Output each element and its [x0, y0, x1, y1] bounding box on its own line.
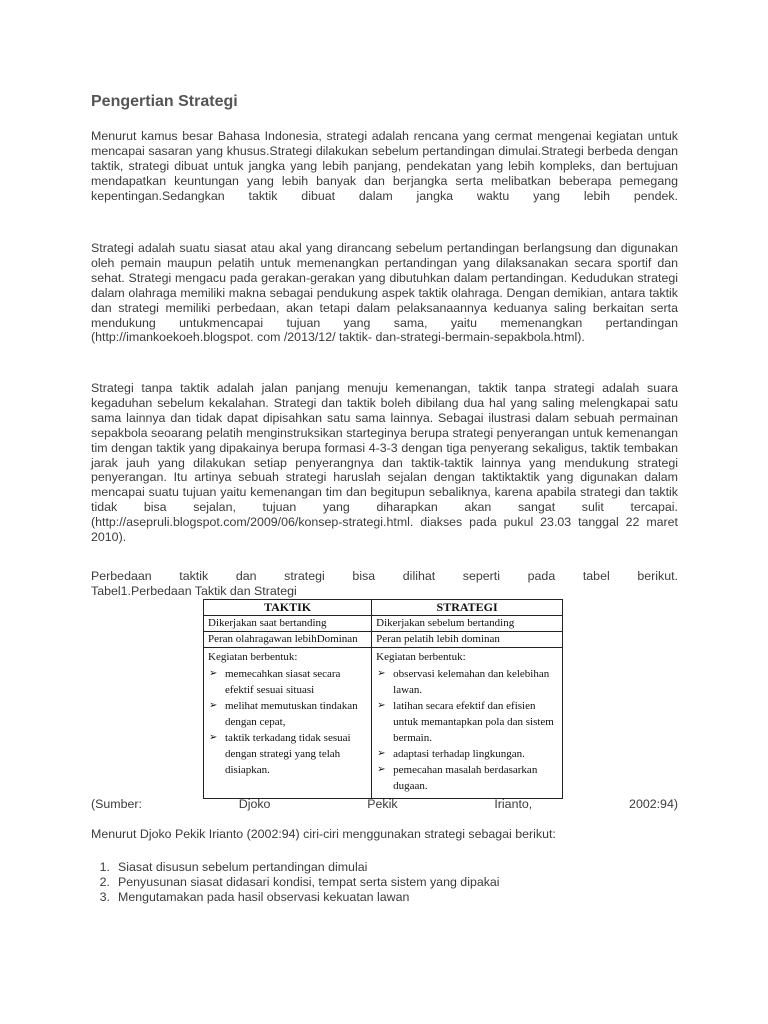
- list-item: [208, 698, 367, 730]
- taktik-activities-cell: [204, 648, 372, 799]
- list-heading: Kegiatan berbentuk:: [208, 651, 298, 663]
- list-item-text: pemecahan masalah berdasarkan dugaan.: [393, 764, 538, 792]
- arrowhead-bullet-icon: ➢: [377, 764, 386, 775]
- taktik-activities-list: [208, 666, 367, 778]
- list-item-text: Siasat disusun sebelum pertandingan dimulai: [118, 860, 368, 874]
- page-title: Pengertian Strategi: [91, 93, 238, 110]
- list-number: 1.: [99, 860, 110, 874]
- arrowhead-bullet-icon: ➢: [377, 700, 386, 711]
- list-item: [208, 666, 367, 698]
- list-item-text: latihan secara efektif dan efisien untuk memantapkan pola dan sistem bermain.: [393, 700, 554, 744]
- source-word: Pekik: [367, 797, 398, 811]
- table-row: [204, 616, 563, 632]
- source-word: Irianto,: [494, 797, 533, 811]
- list-item: [376, 762, 558, 794]
- arrowhead-bullet-icon: ➢: [209, 668, 218, 679]
- arrowhead-bullet-icon: ➢: [209, 732, 218, 743]
- list-item: [376, 666, 558, 698]
- source-word: 2002:94): [629, 797, 678, 811]
- list-item-text: Penyusunan siasat didasari kondisi, tempat serta sistem yang dipakai: [118, 875, 500, 889]
- table-cell: Peran olahragawan lebihDominan: [204, 632, 372, 648]
- paragraph-tactics: Strategi tanpa taktik adalah jalan panjang menuju kemenangan, taktik tanpa strategi adalah suara kegaduhan sebelum kekalahan. Strategi dan taktik boleh dibilang dua hal yang saling melengkapai satu sama lainnya dan tidak dapat dipisahkan satu sama lainnya. Sebagai ilustrasi dalam sebuah permainan sepakbola seoarang pelatih menginstruksikan starteginya berupa strategi penyerangan untuk kemenangan tim dengan taktik yang dipakainya berupa formasi 4-3-3 dengan tiga penyerang sekaligus, taktik tembakan jarak jauh yang dilakukan setiap penyerangnya dan taktik-taktik lainnya yang mendukung strategi penyerangan. Itu artinya sebuah strategi haruslah sejalan dengan taktiktaktik yang digunakan dalam mencapai suatu tujuan yaitu kemenangan tim dan begitupun sebaliknya, karena apabila strategi dan taktik tidak bisa sejalan, tujuan yang diharapkan akan sangat sulit tercapai. (http://asepruli.blogspot.com/2009/06/konsep-strategi.html. diakses pada pukul 23.03 tanggal 22 maret 2010).: [91, 381, 678, 545]
- column-header-taktik: TAKTIK: [204, 600, 372, 616]
- source-word: (Sumber:: [91, 797, 142, 811]
- list-item: [376, 698, 558, 746]
- strategi-activities-cell: [372, 648, 563, 799]
- list-item-text: observasi kelemahan dan kelebihan lawan.: [393, 668, 550, 696]
- list-item-text: memecahkan siasat secara efektif sesuai situasi: [225, 668, 341, 696]
- list-item-text: Mengutamakan pada hasil observasi kekuatan lawan: [118, 890, 410, 904]
- arrowhead-bullet-icon: ➢: [377, 668, 386, 679]
- arrowhead-bullet-icon: ➢: [209, 700, 218, 711]
- source-word: Djoko: [238, 797, 271, 811]
- table-caption: Tabel1.Perbedaan Taktik dan Strategi: [91, 584, 297, 598]
- list-number: 2.: [99, 875, 110, 889]
- list-item: [376, 746, 558, 762]
- list-item: [208, 730, 367, 778]
- paragraph-table-intro: Perbedaan taktik dan strategi bisa dilihat seperti pada tabel berikut.: [91, 569, 678, 583]
- paragraph-strategy: Strategi adalah suatu siasat atau akal yang dirancang sebelum pertandingan berlangsung dan digunakan oleh pemain maupun pelatih untuk memenangkan pertandingan yang dilaksanakan secara sportif dan sehat. Strategi mengacu pada gerakan-gerakan yang dibutuhkan dalam pertandingan. Kedudukan strategi dalam olahraga memiliki makna sebagai pendukung aspek taktik olahraga. Dengan demikian, antara taktik dan strategi memiliki perbedaan, akan tetapi dalam pelaksanaannya keduanya saling berkaitan serta mendukung untukmencapai tujuan yang sama, yaitu memenangkan pertandingan (http://imankoekoeh.blogspot. com /2013/12/ taktik- dan-strategi-bermain-sepakbola.html).: [91, 241, 678, 345]
- list-item: [91, 890, 500, 905]
- table-cell: Peran pelatih lebih dominan: [372, 632, 563, 648]
- comparison-table: [203, 599, 563, 799]
- list-heading: Kegiatan berbentuk:: [376, 651, 466, 663]
- list-item-text: melihat memutuskan tindakan dengan cepat,: [225, 700, 358, 728]
- table-cell: Dikerjakan saat bertanding: [204, 616, 372, 632]
- criteria-list: [91, 860, 500, 905]
- strategi-activities-list: [376, 666, 558, 794]
- table-row: [204, 648, 563, 799]
- source-citation: [91, 797, 678, 811]
- list-item-text: adaptasi terhadap lingkungan.: [393, 748, 525, 760]
- list-item-text: taktik terkadang tidak sesuai dengan strategi yang telah disiapkan.: [225, 732, 351, 776]
- table-row: [204, 632, 563, 648]
- list-item: [91, 875, 500, 890]
- list-item: [91, 860, 500, 875]
- paragraph-definition: Menurut kamus besar Bahasa Indonesia, strategi adalah rencana yang cermat mengenai kegiatan untuk mencapai sasaran yang khusus.Strategi dilakukan sebelum pertandingan dimulai.Strategi berbeda dengan taktik, strategi dibuat untuk jangka yang lebih panjang, pendekatan yang lebih kompleks, dan bertujuan mendapatkan keuntungan yang lebih banyak dan berjangka serta melibatkan beberapa pemegang kepentingan.Sedangkan taktik dibuat dalam jangka waktu yang lebih pendek.: [91, 129, 678, 203]
- list-number: 3.: [99, 890, 110, 904]
- column-header-strategi: STRATEGI: [372, 600, 563, 616]
- table-cell: Dikerjakan sebelum bertanding: [372, 616, 563, 632]
- criteria-intro: Menurut Djoko Pekik Irianto (2002:94) ciri-ciri menggunakan strategi sebagai berikut:: [91, 827, 556, 841]
- arrowhead-bullet-icon: ➢: [377, 748, 386, 759]
